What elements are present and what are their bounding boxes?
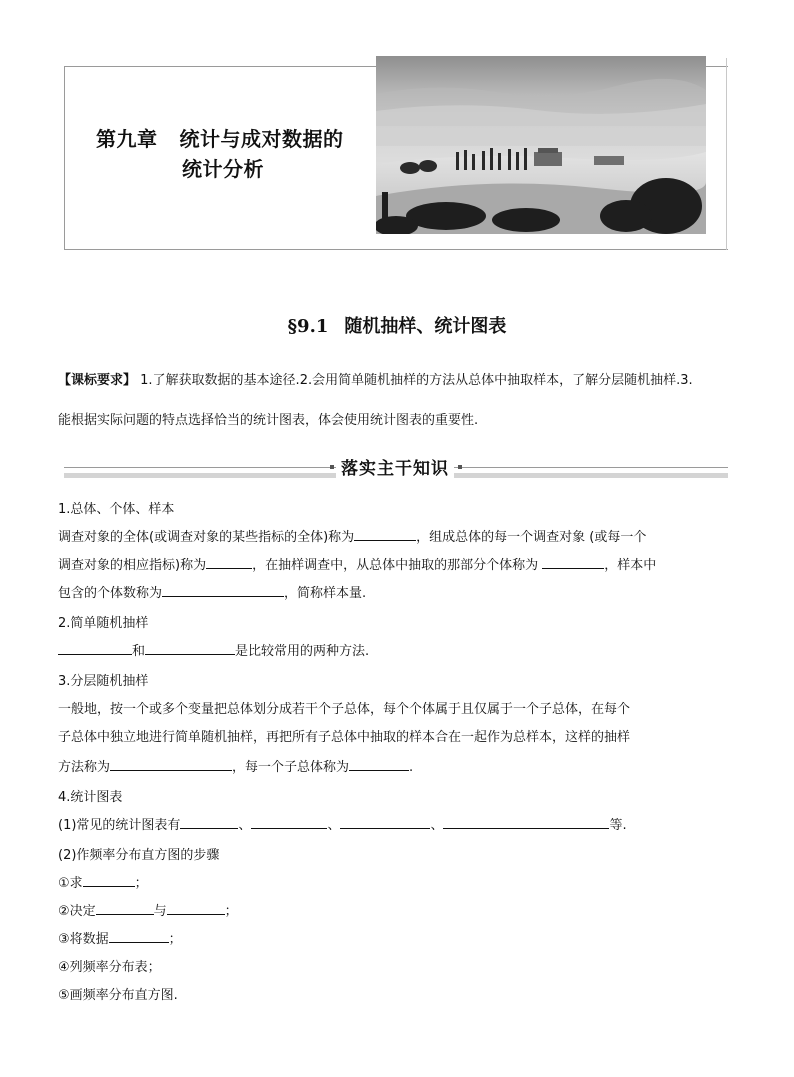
s4-step3b: ； [168, 932, 182, 947]
blank-stratified[interactable] [110, 756, 232, 771]
s1-line1 [58, 525, 646, 551]
s4-heading: 4.统计图表 [58, 790, 123, 805]
requirements-text-line1: 1.了解获取数据的基本途径.2.会用简单随机抽样的方法从总体中抽取样本，了解分层随机抽样.3. [140, 373, 693, 388]
s4-q2: (2)作频率分布直方图的步骤 [58, 848, 220, 863]
s4-step2c: ； [224, 904, 238, 919]
s4-step1 [58, 871, 148, 897]
s4-step5: ⑤画频率分布直方图. [58, 988, 178, 1003]
blank-method-1[interactable] [58, 640, 132, 655]
band-dot-left [330, 465, 334, 469]
s1-l2c: ，样本中 [604, 558, 657, 573]
s1-l1a: 调查对象的全体(或调查对象的某些指标的全体)称为 [58, 530, 355, 545]
s1-l1b: ，组成总体的每一个调查对象 (或每一个 [416, 530, 647, 545]
section-title [0, 312, 794, 338]
s4-step2a: ②决定 [58, 904, 96, 919]
s1-line3 [58, 581, 366, 607]
s1-l3b: ，简称样本量. [284, 586, 367, 601]
s2-l1b: 是比较常用的两种方法. [235, 644, 370, 659]
s2-line1 [58, 639, 369, 665]
s4-sep-2: 、 [327, 818, 341, 833]
s1-l2a: 调查对象的相应指标)称为 [58, 558, 207, 573]
blank-grouping[interactable] [109, 928, 169, 943]
blank-method-2[interactable] [145, 640, 235, 655]
s3-line3 [58, 755, 413, 781]
s4-step3 [58, 927, 182, 953]
requirements-tag: 【课标要求】 [58, 373, 137, 388]
s3-heading: 3.分层随机抽样 [58, 674, 149, 689]
s4-step1b: ； [134, 876, 148, 891]
s4-q1end: 等. [609, 818, 627, 833]
banner-divider [726, 58, 727, 250]
landscape-image [376, 56, 706, 234]
s4-step1a: ①求 [58, 876, 83, 891]
blank-population[interactable] [354, 526, 416, 541]
blank-sample-size[interactable] [162, 582, 284, 597]
blank-chart-2[interactable] [251, 814, 327, 829]
chapter-title [96, 124, 344, 184]
band-dot-right [458, 465, 462, 469]
s4-step4: ④列频率分布表； [58, 960, 161, 975]
blank-stratum[interactable] [349, 756, 409, 771]
s3-line1: 一般地，按一个或多个变量把总体划分成若干个子总体，每个个体属于且仅属于一个子总体，在每个 [58, 702, 631, 717]
s4-step2 [58, 899, 238, 925]
s3-l3b: ，每一个子总体称为 [232, 760, 350, 775]
s1-l3a: 包含的个体数称为 [58, 586, 163, 601]
s4-sep-1: 、 [238, 818, 252, 833]
blank-individual[interactable] [206, 554, 252, 569]
s4-q1a: (1)常见的统计图表有 [58, 818, 181, 833]
s3-line2: 子总体中独立地进行简单随机抽样，再把所有子总体中抽取的样本合在一起作为总样本，这样的抽样 [58, 730, 631, 745]
s4-step3a: ③将数据 [58, 932, 109, 947]
blank-chart-1[interactable] [180, 814, 238, 829]
blank-sample[interactable] [542, 554, 604, 569]
chapter-number: 第九章 [96, 127, 158, 151]
section-title-text: 随机抽样、统计图表 [344, 316, 507, 337]
blank-class-count[interactable] [167, 900, 225, 915]
blank-chart-3[interactable] [340, 814, 430, 829]
s4-q1 [58, 813, 627, 839]
blank-range[interactable] [83, 872, 135, 887]
chapter-title-line1: 统计与成对数据的 [179, 127, 344, 151]
s1-heading: 1.总体、个体、样本 [58, 502, 175, 517]
blank-class-width[interactable] [96, 900, 154, 915]
requirements-line2: 能根据实际问题的特点选择恰当的统计图表，体会使用统计图表的重要性. [58, 413, 479, 428]
s3-l3c: . [409, 760, 414, 775]
chapter-title-line2: 统计分析 [182, 157, 264, 181]
s2-heading: 2.简单随机抽样 [58, 616, 149, 631]
s1-line2 [58, 553, 656, 579]
knowledge-band-label: 落实主干知识 [336, 456, 454, 484]
s3-l3a: 方法称为 [58, 760, 111, 775]
blank-chart-4[interactable] [443, 814, 609, 829]
section-number: §9.1 [287, 316, 329, 337]
s4-sep-3: 、 [430, 818, 444, 833]
s4-step2b: 与 [153, 904, 167, 919]
s1-l2b: ，在抽样调查中，从总体中抽取的那部分个体称为 [252, 558, 539, 573]
s2-l1a: 和 [132, 644, 146, 659]
requirements-line1 [58, 368, 748, 394]
knowledge-band [64, 456, 728, 484]
